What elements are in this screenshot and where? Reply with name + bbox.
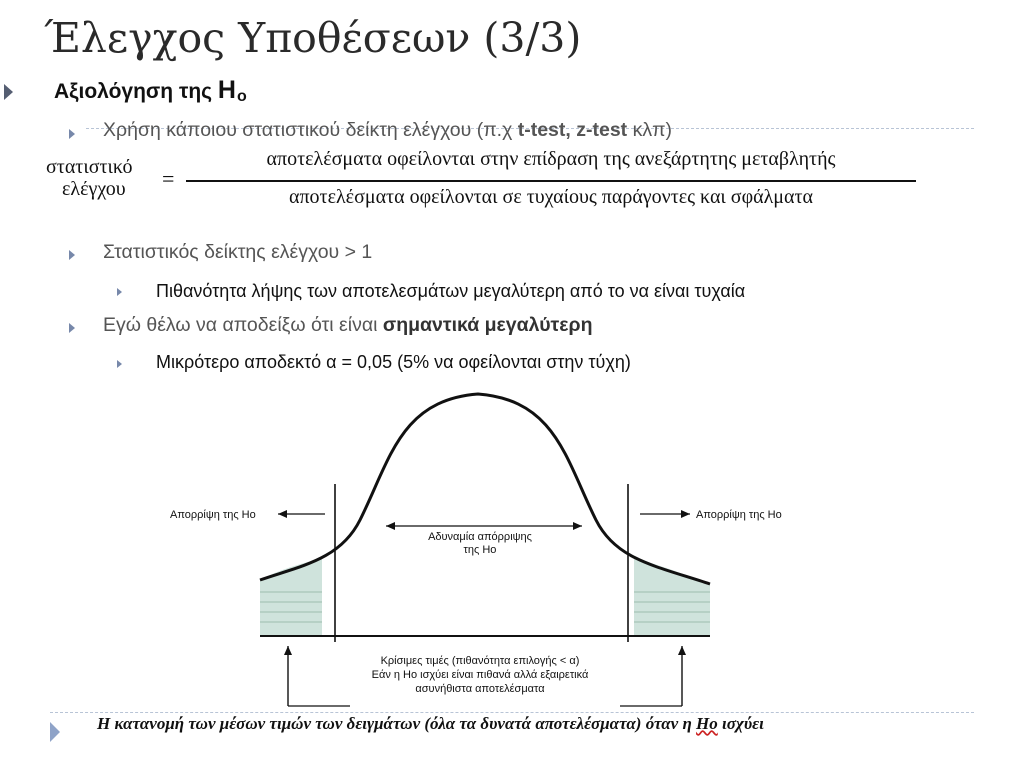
bullet-alpha: Μικρότερο αποδεκτό α = 0,05 (5% να οφείλονται στην τύχη)	[156, 352, 631, 372]
critical-label-line1: Κρίσιμες τιμές (πιθανότητα επιλογής < α)	[380, 655, 580, 667]
section-heading	[54, 76, 247, 106]
bullet-arrow-icon	[69, 250, 75, 260]
distribution-figure	[150, 380, 870, 710]
critical-label-line3: ασυνήθιστα αποτελέσματα	[415, 683, 545, 695]
bullet-prove	[103, 314, 592, 337]
bottom-divider	[50, 712, 974, 713]
heading-text: Αξιολόγηση της	[54, 80, 218, 103]
slide-marker-icon	[50, 722, 60, 742]
bullet-arrow-icon	[117, 360, 122, 368]
formula-numerator: αποτελέσματα οφείλονται στην επίδραση της ανεξάρτητης μεταβλητής	[266, 148, 836, 170]
formula-lhs-line2: ελέγχου	[62, 178, 126, 200]
no-reject-label-line2: της Ho	[463, 544, 497, 556]
bullet-arrow-icon	[69, 129, 75, 139]
bullet-statistic-text: Χρήση κάποιου στατιστικού δείκτη ελέγχου (π.χ	[103, 119, 518, 141]
bullet-statistic-suffix: κλπ)	[627, 119, 673, 141]
heading-h-letter: H	[217, 76, 236, 104]
slide-title: Έλεγχος Υποθέσεων (3/3)	[44, 14, 582, 62]
normal-curve-diagram	[150, 380, 870, 710]
figure-caption	[97, 714, 764, 734]
bullet-statistic	[103, 119, 672, 142]
formula-equals: =	[162, 166, 175, 191]
bullet-prove-bold: σημαντικά μεγαλύτερη	[382, 314, 593, 336]
critical-label-line2: Εάν η Ho ισχύει είναι πιθανά αλλά εξαιρετικά	[371, 669, 589, 681]
bullet-prove-text: Εγώ θέλω να αποδείξω ότι είναι	[103, 314, 383, 336]
formula-denominator: αποτελέσματα οφείλονται σε τυχαίους παράγοντες και σφάλματα	[288, 186, 814, 208]
bullet-arrow-icon	[4, 84, 13, 100]
bullet-gt1: Στατιστικός δείκτης ελέγχου > 1	[103, 241, 373, 263]
caption-underlined: Ho	[696, 714, 718, 733]
caption-suffix: ισχύει	[717, 714, 764, 733]
bullet-prob: Πιθανότητα λήψης των αποτελεσμάτων μεγαλύτερη από το να είναι τυχαία	[156, 281, 746, 301]
bullet-statistic-bold: t-test, z-test	[517, 119, 628, 141]
heading-subscript: o	[236, 88, 247, 105]
formula-fraction-bar	[186, 180, 916, 182]
reject-right-label: Απορρίψη της Ho	[696, 509, 782, 521]
bullet-arrow-icon	[69, 323, 75, 333]
reject-left-label: Απορρίψη της Ho	[170, 509, 256, 521]
bullet-arrow-icon	[117, 288, 122, 296]
caption-text: Η κατανομή των μέσων τιμών των δειγμάτων (όλα τα δυνατά αποτελέσματα) όταν η	[97, 714, 697, 733]
formula-lhs-line1: στατιστικό	[46, 156, 133, 178]
no-reject-label-line1: Αδυναμία απόρριψης	[428, 531, 532, 543]
